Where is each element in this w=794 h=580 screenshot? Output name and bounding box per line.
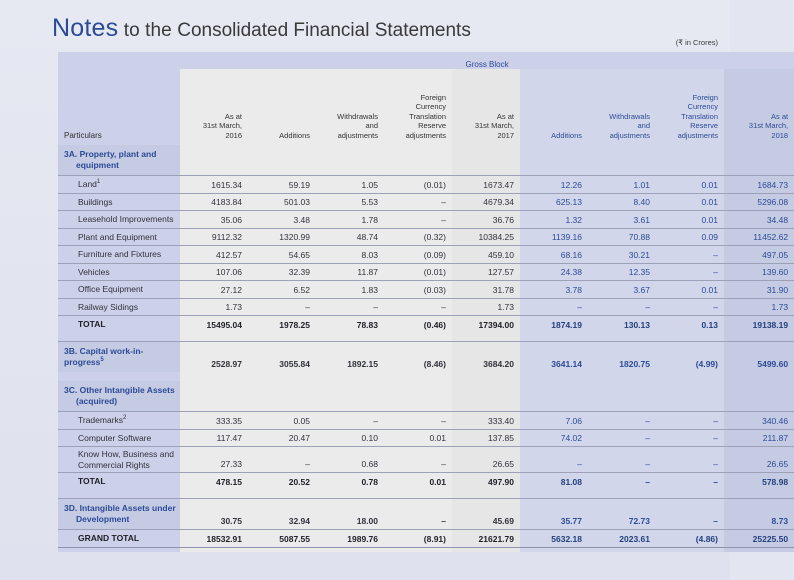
cell-value: 54.65 (248, 246, 316, 264)
cell-value: 12.35 (588, 263, 656, 281)
cell-value: 501.03 (248, 193, 316, 211)
cell-value: 6.52 (248, 281, 316, 299)
cell-value: – (656, 246, 724, 264)
cell-value: 1320.99 (248, 228, 316, 246)
column-header-withdrawals-2018: Withdrawals and adjustments (588, 69, 656, 145)
cell-value: (0.09) (384, 246, 452, 264)
table-row (58, 298, 794, 316)
spacer-cell (58, 547, 180, 552)
cell-value: 2528.97 (180, 342, 248, 373)
column-header-fctr-2018: Foreign Currency Translation Reserve adjustments (656, 69, 724, 145)
section-3a-pad-4 (384, 145, 452, 176)
row-label-leasehold-improvements: Leasehold Improvements (58, 211, 180, 229)
section-title-3b: 3B. Capital work-in-progress$^5$ (58, 342, 180, 373)
cell-value: 35.77 (520, 499, 588, 530)
spacer-cell (316, 372, 384, 381)
cell-value: – (316, 298, 384, 316)
section-3c-pad-1 (180, 381, 248, 412)
spacer-cell (180, 490, 248, 499)
cell-value: 0.09 (656, 228, 724, 246)
spacer-cell (384, 372, 452, 381)
cell-value: 340.46 (724, 412, 794, 430)
spacer-cell (724, 490, 794, 499)
column-header-particulars: Particulars (58, 69, 180, 145)
cell-value: 0.13 (656, 316, 724, 333)
section-3c-pad-2 (248, 381, 316, 412)
spacer-row (58, 490, 794, 499)
section-row-3d (58, 499, 794, 530)
table-row (58, 246, 794, 264)
section-3c-pad-4 (384, 381, 452, 412)
section-title-3a: 3A. Property, plant and equipment (58, 145, 180, 176)
total-row-3c (58, 473, 794, 490)
page-title (52, 14, 471, 43)
row-label-total-3a: TOTAL (58, 316, 180, 333)
cell-value: – (316, 412, 384, 430)
cell-value: 412.57 (180, 246, 248, 264)
cell-value: 25225.50 (724, 530, 794, 548)
cell-value: 0.01 (656, 281, 724, 299)
cell-value: – (588, 412, 656, 430)
cell-value: 1615.34 (180, 176, 248, 194)
cell-value: 1820.75 (588, 342, 656, 373)
cell-value: – (520, 298, 588, 316)
cell-value: 5499.60 (724, 342, 794, 373)
cell-value: 15495.04 (180, 316, 248, 333)
section-3c-pad-9 (724, 381, 794, 412)
section-header-3c (58, 381, 794, 412)
cell-value: 3.48 (248, 211, 316, 229)
cell-value: (0.01) (384, 263, 452, 281)
spacer-cell (656, 333, 724, 342)
cell-value: – (588, 447, 656, 473)
cell-value: 1673.47 (452, 176, 520, 194)
cell-value: 0.10 (316, 429, 384, 447)
cell-value: 1139.16 (520, 228, 588, 246)
title-middle-words: to the (118, 20, 178, 41)
cell-value: – (384, 412, 452, 430)
cell-value: – (656, 263, 724, 281)
cell-value: 2023.61 (588, 530, 656, 548)
cell-value: 3.78 (520, 281, 588, 299)
column-header-asat-2016: As at 31st March, 2016 (180, 69, 248, 145)
cell-value: 1.32 (520, 211, 588, 229)
spacer-cell (452, 333, 520, 342)
spacer-cell (452, 547, 520, 552)
cell-value: – (520, 447, 588, 473)
column-header-row (58, 69, 794, 145)
cell-value: 30.21 (588, 246, 656, 264)
cell-value: 0.01 (656, 211, 724, 229)
row-label-grand-total: GRAND TOTAL (58, 530, 180, 548)
cell-value: 7.06 (520, 412, 588, 430)
row-label-computer-software: Computer Software (58, 429, 180, 447)
cell-value: 27.33 (180, 447, 248, 473)
spacer-cell (656, 547, 724, 552)
cell-value: – (384, 211, 452, 229)
row-label-land: Land$^1$ (58, 176, 180, 194)
table-row (58, 193, 794, 211)
title-subject: Consolidated Financial Statements (177, 20, 471, 41)
section-header-3a (58, 145, 794, 176)
cell-value: 12.26 (520, 176, 588, 194)
cell-value: (0.32) (384, 228, 452, 246)
spacer-cell (588, 490, 656, 499)
spacer-cell (316, 547, 384, 552)
cell-value: 127.57 (452, 263, 520, 281)
cell-value: – (588, 473, 656, 490)
cell-value: 1989.76 (316, 530, 384, 548)
cell-value: 497.05 (724, 246, 794, 264)
cell-value: 5087.55 (248, 530, 316, 548)
cell-value: 107.06 (180, 263, 248, 281)
cell-value: – (248, 298, 316, 316)
column-header-asat-2017: As at 31st March, 2017 (452, 69, 520, 145)
cell-value: – (656, 429, 724, 447)
grand-total-row (58, 530, 794, 548)
title-notes-word: Notes (52, 14, 119, 42)
section-3c-pad-8 (656, 381, 724, 412)
cell-value: 8.73 (724, 499, 794, 530)
row-label-buildings: Buildings (58, 193, 180, 211)
cell-value: 81.08 (520, 473, 588, 490)
cell-value: 5296.08 (724, 193, 794, 211)
row-label-office-equipment: Office Equipment (58, 281, 180, 299)
section-row-3b (58, 342, 794, 373)
spacer-cell (724, 372, 794, 381)
group-header-spacer (58, 52, 180, 69)
cell-value: 333.40 (452, 412, 520, 430)
spacer-cell (520, 333, 588, 342)
cell-value: 34.48 (724, 211, 794, 229)
spacer-cell (58, 333, 180, 342)
cell-value: – (384, 298, 452, 316)
spacer-cell (588, 547, 656, 552)
section-3a-pad-9 (724, 145, 794, 176)
spacer-cell (520, 547, 588, 552)
units-note: (₹ in Crores) (675, 38, 718, 47)
spacer-cell (248, 372, 316, 381)
cell-value: 35.06 (180, 211, 248, 229)
spacer-cell (384, 333, 452, 342)
total-row-3a (58, 316, 794, 333)
cell-value: 333.35 (180, 412, 248, 430)
cell-value: – (384, 193, 452, 211)
cell-value: 59.19 (248, 176, 316, 194)
cell-value: 1874.19 (520, 316, 588, 333)
cell-value: 31.78 (452, 281, 520, 299)
column-header-additions-2017: Additions (248, 69, 316, 145)
section-title-3c: 3C. Other Intangible Assets (acquired) (58, 381, 180, 412)
cell-value: 26.65 (452, 447, 520, 473)
spacer-cell (384, 547, 452, 552)
spacer-cell (248, 547, 316, 552)
row-label-furniture-and-fixtures: Furniture and Fixtures (58, 246, 180, 264)
cell-value: (0.46) (384, 316, 452, 333)
row-label-vehicles: Vehicles (58, 263, 180, 281)
cell-value: 1.01 (588, 176, 656, 194)
spacer-cell (180, 372, 248, 381)
cell-value: – (588, 429, 656, 447)
cell-value: 8.40 (588, 193, 656, 211)
spacer-cell (520, 372, 588, 381)
cell-value: (8.91) (384, 530, 452, 548)
cell-value: 497.90 (452, 473, 520, 490)
cell-value: (0.03) (384, 281, 452, 299)
cell-value: 78.83 (316, 316, 384, 333)
cell-value: 578.98 (724, 473, 794, 490)
cell-value: 478.15 (180, 473, 248, 490)
cell-value: 0.01 (656, 193, 724, 211)
cell-value: 117.47 (180, 429, 248, 447)
cell-value: 1978.25 (248, 316, 316, 333)
cell-value: 48.74 (316, 228, 384, 246)
cell-value: 0.78 (316, 473, 384, 490)
cell-value: (0.01) (384, 176, 452, 194)
section-3a-pad-1 (180, 145, 248, 176)
spacer-cell (248, 333, 316, 342)
cell-value: 3.61 (588, 211, 656, 229)
cell-value: 211.87 (724, 429, 794, 447)
spacer-cell (656, 490, 724, 499)
cell-value: 70.88 (588, 228, 656, 246)
section-3a-pad-7 (588, 145, 656, 176)
spacer-cell (656, 372, 724, 381)
cell-value: 459.10 (452, 246, 520, 264)
table-row (58, 263, 794, 281)
row-label-know-how-business-commercial-rights: Know How, Business and Commercial Rights (58, 447, 180, 473)
section-3a-pad-3 (316, 145, 384, 176)
spacer-cell (384, 490, 452, 499)
cell-value: 625.13 (520, 193, 588, 211)
cell-value: 11.87 (316, 263, 384, 281)
spacer-cell (588, 333, 656, 342)
cell-value: 20.52 (248, 473, 316, 490)
cell-value: 0.01 (656, 176, 724, 194)
cell-value: 18.00 (316, 499, 384, 530)
cell-value: 10384.25 (452, 228, 520, 246)
spacer-cell (452, 372, 520, 381)
spacer-row (58, 333, 794, 342)
cell-value: 1.83 (316, 281, 384, 299)
spacer-cell (58, 490, 180, 499)
column-header-asat-2018: As at 31st March, 2018 (724, 69, 794, 145)
cell-value: – (656, 412, 724, 430)
table-row (58, 228, 794, 246)
cell-value: 26.65 (724, 447, 794, 473)
cell-value: 21621.79 (452, 530, 520, 548)
cell-value: 19138.19 (724, 316, 794, 333)
cell-value: 0.01 (384, 473, 452, 490)
cell-value: 30.75 (180, 499, 248, 530)
column-header-additions-2018: Additions (520, 69, 588, 145)
cell-value: – (384, 499, 452, 530)
cell-value: 1.73 (180, 298, 248, 316)
section-3a-pad-5 (452, 145, 520, 176)
cell-value: (4.99) (656, 342, 724, 373)
bottom-spacer-row (58, 547, 794, 552)
cell-value: 139.60 (724, 263, 794, 281)
table-row (58, 176, 794, 194)
cell-value: 9112.32 (180, 228, 248, 246)
cell-value: – (656, 499, 724, 530)
spacer-cell (248, 490, 316, 499)
spacer-cell (588, 372, 656, 381)
cell-value: 45.69 (452, 499, 520, 530)
cell-value: 1892.15 (316, 342, 384, 373)
cell-value: 17394.00 (452, 316, 520, 333)
row-label-railway-sidings: Railway Sidings (58, 298, 180, 316)
spacer-cell (58, 372, 180, 381)
section-3c-pad-3 (316, 381, 384, 412)
table-row (58, 211, 794, 229)
section-title-3d: 3D. Intangible Assets under Development (58, 499, 180, 530)
cell-value: 1.73 (724, 298, 794, 316)
spacer-cell (452, 490, 520, 499)
cell-value: 8.03 (316, 246, 384, 264)
cell-value: 130.13 (588, 316, 656, 333)
cell-value: 31.90 (724, 281, 794, 299)
section-3a-pad-6 (520, 145, 588, 176)
cell-value: 1684.73 (724, 176, 794, 194)
spacer-cell (180, 333, 248, 342)
cell-value: 32.94 (248, 499, 316, 530)
section-3a-pad-8 (656, 145, 724, 176)
cell-value: 1.05 (316, 176, 384, 194)
cell-value: – (588, 298, 656, 316)
cell-value: 3641.14 (520, 342, 588, 373)
spacer-cell (316, 490, 384, 499)
cell-value: – (656, 473, 724, 490)
section-3c-pad-6 (520, 381, 588, 412)
group-header-row (58, 52, 794, 69)
table-row (58, 281, 794, 299)
table-row (58, 412, 794, 430)
cell-value: 5.53 (316, 193, 384, 211)
column-header-withdrawals-2017: Withdrawals and adjustments (316, 69, 384, 145)
cell-value: 0.01 (384, 429, 452, 447)
cell-value: (4.86) (656, 530, 724, 548)
cell-value: 5632.18 (520, 530, 588, 548)
group-header-gross-block: Gross Block (180, 52, 794, 69)
spacer-cell (724, 547, 794, 552)
cell-value: (8.46) (384, 342, 452, 373)
cell-value: 3055.84 (248, 342, 316, 373)
cell-value: 36.76 (452, 211, 520, 229)
row-label-trademarks: Trademarks$^2$ (58, 412, 180, 430)
spacer-row (58, 372, 794, 381)
spacer-cell (724, 333, 794, 342)
cell-value: 3.67 (588, 281, 656, 299)
cell-value: – (656, 298, 724, 316)
cell-value: 4183.84 (180, 193, 248, 211)
section-3c-pad-7 (588, 381, 656, 412)
table-row (58, 429, 794, 447)
cell-value: 4679.34 (452, 193, 520, 211)
cell-value: 3684.20 (452, 342, 520, 373)
cell-value: 27.12 (180, 281, 248, 299)
cell-value: 18532.91 (180, 530, 248, 548)
cell-value: 72.73 (588, 499, 656, 530)
cell-value: 0.05 (248, 412, 316, 430)
row-label-plant-and-equipment: Plant and Equipment (58, 228, 180, 246)
cell-value: 74.02 (520, 429, 588, 447)
cell-value: 137.85 (452, 429, 520, 447)
cell-value: 32.39 (248, 263, 316, 281)
cell-value: 20.47 (248, 429, 316, 447)
cell-value: – (384, 447, 452, 473)
table-row (58, 447, 794, 473)
cell-value: 68.16 (520, 246, 588, 264)
row-label-total-3c: TOTAL (58, 473, 180, 490)
spacer-cell (520, 490, 588, 499)
section-3c-pad-5 (452, 381, 520, 412)
cell-value: 1.73 (452, 298, 520, 316)
cell-value: – (248, 447, 316, 473)
cell-value: – (656, 447, 724, 473)
cell-value: 24.38 (520, 263, 588, 281)
cell-value: 0.68 (316, 447, 384, 473)
cell-value: 1.78 (316, 211, 384, 229)
section-3a-pad-2 (248, 145, 316, 176)
cell-value: 11452.62 (724, 228, 794, 246)
spacer-cell (316, 333, 384, 342)
fixed-assets-table (58, 52, 794, 552)
column-header-fctr-2017: Foreign Currency Translation Reserve adjustments (384, 69, 452, 145)
spacer-cell (180, 547, 248, 552)
